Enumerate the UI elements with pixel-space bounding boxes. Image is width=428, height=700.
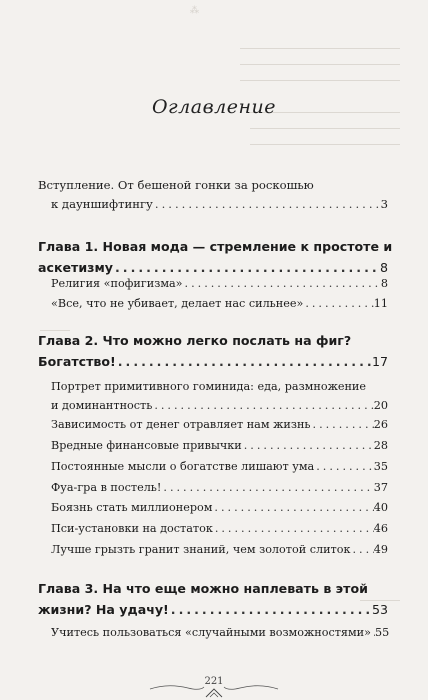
toc-chapter-text: Глава 1. Новая мода — стремление к простоте и [38, 239, 393, 254]
page-number: 55 [375, 626, 390, 639]
toc-entry [51, 436, 388, 455]
page-number: 17 [371, 354, 388, 369]
toc-chapter-2 [38, 330, 388, 372]
toc-entry-text: Лучше грызть гранит знаний, чем золотой слиток [51, 543, 351, 556]
toc-entry [51, 478, 388, 497]
leader-dots [311, 415, 374, 434]
leader-dots [169, 599, 372, 620]
toc-entry-text: Учитесь пользоваться «случайными возможностями» [51, 626, 371, 639]
leader-dots [212, 498, 373, 517]
page-folio: 221 [204, 676, 224, 687]
toc-chapter-1 [38, 236, 393, 278]
page-number: 8 [379, 260, 388, 275]
toc-chapter-text: Глава 2. Что можно легко послать на фиг? [38, 333, 352, 348]
toc-entry-intro [38, 176, 388, 214]
leader-dots [242, 436, 374, 455]
toc-entry-text: Портрет примитивного гоминида: еда, размножение [51, 380, 367, 393]
toc-chapter-text: аскетизму [38, 260, 113, 275]
leader-dots [152, 396, 373, 415]
leader-dots [153, 195, 381, 214]
toc-entry-text: Вступление. От бешеной гонки за роскошью [38, 178, 314, 192]
page-number: 8 [380, 277, 388, 290]
bleed-through-line [240, 64, 400, 65]
toc-entry-text: Пси-установки на достаток [51, 522, 213, 535]
toc-entry [51, 498, 388, 517]
leader-dots [314, 457, 374, 476]
toc-entry [51, 377, 388, 415]
page-number: 35 [373, 460, 388, 473]
toc-entry [51, 457, 388, 476]
page-number: 49 [373, 543, 388, 556]
page-number: 28 [373, 439, 388, 452]
page-number: 37 [373, 481, 388, 494]
toc-title: Оглавление [151, 96, 276, 118]
toc-entry-text: Постоянные мысли о богатстве лишают ума [51, 460, 315, 473]
page-number: 46 [373, 522, 388, 535]
toc-chapter-text: жизни? На удачу! [38, 602, 169, 617]
leader-dots [350, 540, 373, 559]
toc-chapter-text: Глава 3. На что еще можно наплевать в этой [38, 581, 368, 596]
page-number: 26 [373, 418, 388, 431]
bleed-through-line [240, 48, 400, 49]
toc-entry-text: и доминантность [51, 399, 153, 412]
page-number: 53 [371, 602, 388, 617]
leader-dots [116, 351, 372, 372]
toc-entry [51, 294, 388, 313]
leader-dots [213, 519, 374, 538]
toc-entry-text: Религия «пофигизма» [51, 277, 183, 290]
toc-entry-text: к дауншифтингу [51, 197, 153, 211]
toc-entry [51, 274, 388, 293]
toc-entry [51, 519, 388, 538]
toc-entry [51, 540, 388, 559]
toc-entry [51, 623, 388, 642]
page-number: 11 [373, 297, 388, 310]
bleed-through-header: ⁂ [190, 6, 199, 16]
page-number: 3 [380, 197, 388, 211]
bleed-through-line [240, 80, 400, 81]
bleed-through-line [250, 144, 400, 145]
toc-entry-text: Фуа-гра в постель! [51, 481, 162, 494]
leader-dots [303, 294, 373, 313]
toc-entry-text: Зависимость от денег отравляет нам жизнь [51, 418, 311, 431]
bleed-through-line [250, 128, 400, 129]
toc-entry-text: «Все, что не убивает, делает нас сильнее» [51, 297, 304, 310]
toc-entry-text: Боязнь стать миллионером [51, 501, 213, 514]
page-number: 40 [373, 501, 388, 514]
toc-chapter-text: Богатство! [38, 354, 116, 369]
toc-entry [51, 415, 388, 434]
page-number: 20 [373, 399, 388, 412]
leader-dots [161, 478, 373, 497]
leader-dots [183, 274, 381, 293]
toc-chapter-3 [38, 578, 388, 620]
toc-entry-text: Вредные финансовые привычки [51, 439, 242, 452]
